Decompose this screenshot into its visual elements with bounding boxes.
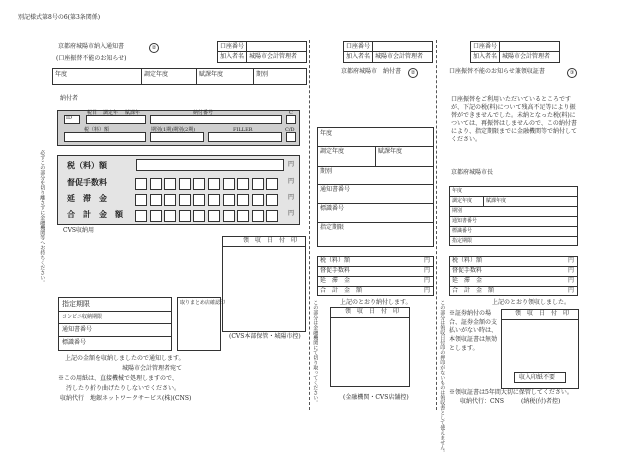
payee-label-mid: 加入者名 bbox=[346, 53, 371, 60]
code-row2-amount: 税（料）額 bbox=[84, 127, 110, 133]
code-label-id: ID bbox=[66, 115, 72, 121]
mid-amount-fee: 督促手数料 bbox=[320, 267, 351, 274]
mid-amount-total: 合 計 金 額 bbox=[320, 287, 363, 294]
tax-year-label: 調定年度 bbox=[144, 71, 169, 78]
amount-digit-cell bbox=[164, 178, 176, 190]
mid-due-label: 指定期限 bbox=[320, 224, 345, 231]
due-label: 指定期限 bbox=[62, 300, 90, 308]
code-block bbox=[57, 110, 300, 146]
right-caution: ※証券納付の場合、証券金額の支払いがない時は、本領収証書は無効とします。 bbox=[449, 310, 498, 352]
mid-unit-late: 円 bbox=[424, 277, 431, 284]
note-3: ※この用紙は、直接機械で処理しますので、 bbox=[58, 375, 178, 382]
amount-digit-cell bbox=[252, 210, 264, 222]
code-row2-period: 期別(1期)期別(2期) bbox=[151, 127, 196, 133]
amount-digit-cell bbox=[179, 194, 191, 206]
stamp-caption-mid: (金融機関・CVS店舗控) bbox=[343, 394, 409, 401]
amount-digit-cell bbox=[135, 194, 147, 206]
stamp-title-left: 領 収 日 付 印 bbox=[243, 237, 298, 244]
amount-digit-cell bbox=[150, 178, 162, 190]
amount-digit-cell bbox=[179, 178, 191, 190]
amount-unit-total: 円 bbox=[288, 210, 295, 217]
mid-notice-no-label: 通知書番号 bbox=[320, 186, 351, 193]
right-intro: 口座振替をご利用いただいているところですが、下記の税(料)について残高不足等により振替ができませんでした。未納となった税(料)については、再振替はしませんので、この納付書により、指定期限までに金融機関等で納付してください。 bbox=[451, 96, 578, 144]
mid-received-note: 上記のとおり納付します。 bbox=[340, 299, 412, 306]
amount-label-total: 合 計 金 額 bbox=[67, 209, 123, 219]
amount-digit-cell bbox=[193, 194, 205, 206]
right-unit-late: 円 bbox=[568, 277, 575, 284]
payee-value-right: 城陽市会計管理者 bbox=[502, 53, 551, 60]
stamp-box-right bbox=[501, 309, 579, 389]
stamp-title-mid: 領 収 日 付 印 bbox=[345, 308, 400, 315]
right-period-label: 期別 bbox=[452, 208, 463, 214]
right-unit-total: 円 bbox=[568, 287, 575, 294]
cvs-label: CVS収納用 bbox=[63, 227, 95, 234]
account-box-right bbox=[470, 41, 560, 63]
amount-digit-cell bbox=[252, 194, 264, 206]
code-label-year2: 賦課年 bbox=[125, 110, 141, 116]
side-note-middle: この部分は金融機関にて切り取ってください。 bbox=[312, 300, 319, 405]
stamp-box-middle bbox=[330, 307, 410, 387]
amount-digit-cell bbox=[252, 178, 264, 190]
amount-digit-cell bbox=[208, 178, 220, 190]
note-4: 汚したり折り曲げたりしないでください。 bbox=[66, 385, 181, 392]
no-stamp-box bbox=[514, 372, 566, 383]
note-1: 上記の金額を収納しましたので通知します。 bbox=[65, 355, 185, 362]
mid-tax-year-label: 調定年度 bbox=[320, 148, 345, 155]
year-label: 年度 bbox=[55, 71, 68, 78]
amount-digit-cell bbox=[266, 178, 278, 190]
amount-digit-cell bbox=[135, 210, 147, 222]
right-unit-fee: 円 bbox=[568, 267, 575, 274]
form-number: 別記様式第8号の6(第3条関係) bbox=[18, 14, 101, 21]
notice-subtitle: (口座振替不能のお知らせ) bbox=[56, 55, 127, 62]
account-no-label-mid: 口座番号 bbox=[346, 43, 371, 50]
payee-label-right: 加入者名 bbox=[473, 53, 498, 60]
agent-left: 収納代行 地銀ネットワークサービス(株)(CNS) bbox=[60, 395, 192, 402]
right-agent2: (納税(付)者控) bbox=[521, 398, 561, 405]
due-table bbox=[58, 297, 172, 351]
right-amount-fee: 督促手数料 bbox=[452, 267, 483, 274]
stamp-box-left bbox=[222, 236, 306, 332]
receipt-title: 納付書 bbox=[383, 68, 402, 75]
amount-unit-tax: 円 bbox=[288, 161, 295, 168]
stub-title: 口座振替不能のお知らせ兼領収証書 bbox=[449, 68, 545, 75]
right-tag-no-label: 標識番号 bbox=[452, 228, 473, 234]
right-tax-year-label: 調定年度 bbox=[452, 198, 473, 204]
amount-digit-cell bbox=[135, 178, 147, 190]
account-no-label: 口座番号 bbox=[220, 43, 245, 50]
code-label-year: 調定年 bbox=[103, 110, 119, 116]
amount-digit-cell bbox=[193, 210, 205, 222]
right-amount-total: 合 計 金 額 bbox=[452, 287, 495, 294]
right-notice-no-label: 通知書番号 bbox=[452, 218, 478, 224]
amount-digit-cell bbox=[150, 194, 162, 206]
mid-unit-total: 円 bbox=[424, 287, 431, 294]
confirm-box bbox=[177, 297, 226, 351]
amount-digit-cell bbox=[164, 210, 176, 222]
right-unit-tax: 円 bbox=[568, 257, 575, 264]
right-info-box bbox=[449, 186, 578, 246]
side-note-left: 必ずこの部分を切り離さずに金融機関等へお持ちください。 bbox=[39, 150, 46, 285]
account-no-label-right: 口座番号 bbox=[473, 43, 498, 50]
amount-digit-cell bbox=[223, 194, 235, 206]
middle-info-box bbox=[317, 127, 434, 247]
amount-digit-cell bbox=[223, 178, 235, 190]
right-amount-late: 延 滞 金 bbox=[452, 277, 483, 284]
amount-digit-cell bbox=[164, 194, 176, 206]
conv-label: コンビニ収納期限 bbox=[62, 314, 103, 320]
right-agent: 収納代行：CNS bbox=[460, 398, 504, 405]
mid-unit-fee: 円 bbox=[424, 267, 431, 274]
side-note-right: この部分は領収日付印の押印がないものは領収書として使えません。 bbox=[439, 300, 446, 455]
receipt-circle-mark: ② bbox=[408, 68, 418, 78]
right-amount-tax: 税（料）額 bbox=[452, 257, 483, 264]
mid-unit-tax: 円 bbox=[424, 257, 431, 264]
right-tax-year2-label: 賦課年度 bbox=[486, 198, 507, 204]
amount-label-fee: 督促手数料 bbox=[67, 177, 107, 187]
payee-value-mid: 城陽市会計管理者 bbox=[375, 53, 424, 60]
amount-unit-late: 円 bbox=[288, 194, 295, 201]
amount-label-late: 延 滞 金 bbox=[67, 193, 107, 203]
notice-no-label: 通知書番号 bbox=[62, 326, 93, 333]
cut-line-1 bbox=[309, 40, 310, 410]
mayor: 京都府城陽市長 bbox=[451, 169, 494, 176]
mid-tag-no-label: 標識番号 bbox=[320, 205, 345, 212]
amount-digit-cell bbox=[266, 194, 278, 206]
stamp-title-right: 領 収 日 付 印 bbox=[515, 310, 570, 317]
right-due-label: 指定期限 bbox=[452, 238, 473, 244]
no-stamp-label: 収入印紙不要 bbox=[519, 374, 556, 381]
amount-digit-cell bbox=[237, 194, 249, 206]
amount-label-tax: 税（料）額 bbox=[67, 160, 107, 170]
mid-amount-tax: 税（料）額 bbox=[320, 257, 351, 264]
right-year-label: 年度 bbox=[452, 188, 463, 194]
amount-digit-cell bbox=[179, 210, 191, 222]
confirm-label: 取りまとめ店確認印 bbox=[180, 300, 226, 306]
right-received-note: 上記のとおり領収しました。 bbox=[492, 299, 571, 306]
note-2: 城陽市会計管理者宛て bbox=[122, 365, 183, 372]
mid-tax-year2-label: 賦課年度 bbox=[378, 148, 403, 155]
amount-digit-cell bbox=[193, 178, 205, 190]
amount-digit-cell bbox=[150, 210, 162, 222]
notice-circle-mark: ② bbox=[149, 43, 159, 53]
amount-digit-cell bbox=[237, 178, 249, 190]
amount-digit-cell bbox=[266, 210, 278, 222]
stamp-caption-left: (CVS本部保管・城陽市控) bbox=[229, 333, 301, 340]
code-label-no: 納付番号 bbox=[193, 110, 214, 116]
tax-year2-label: 賦課年度 bbox=[199, 71, 224, 78]
mid-year-label: 年度 bbox=[320, 130, 333, 137]
amount-unit-fee: 円 bbox=[288, 178, 295, 185]
code-row2-cd: C/D bbox=[285, 127, 295, 133]
account-box-left bbox=[217, 41, 307, 63]
account-box-middle bbox=[343, 41, 433, 63]
right-footer-note: ※領収証書は5年間大切に保管してください。 bbox=[449, 389, 573, 396]
payer-label: 納付者 bbox=[60, 95, 79, 102]
payee-label: 加入者名 bbox=[220, 53, 245, 60]
middle-amount-table bbox=[317, 256, 434, 296]
receipt-issuer: 京都府城陽市 bbox=[341, 68, 378, 75]
mid-period-label: 期別 bbox=[320, 168, 333, 175]
code-label-c: C bbox=[289, 110, 293, 116]
stub-circle-mark: ③ bbox=[567, 68, 577, 78]
notice-title: 京都府城陽市納入通知書 bbox=[58, 43, 125, 50]
amount-digit-cell bbox=[237, 210, 249, 222]
code-row2-filler: FILLER bbox=[233, 127, 253, 133]
code-label-tax: 税目 bbox=[87, 110, 98, 116]
payee-value: 城陽市会計管理者 bbox=[249, 53, 298, 60]
right-amount-table bbox=[449, 256, 578, 296]
mid-amount-late: 延 滞 金 bbox=[320, 277, 351, 284]
period-label: 期別 bbox=[256, 71, 269, 78]
tag-no-label: 標識番号 bbox=[62, 339, 87, 346]
amount-digit-cell bbox=[208, 194, 220, 206]
year-row bbox=[52, 68, 307, 85]
amount-digit-cell bbox=[223, 210, 235, 222]
amount-digit-cell bbox=[208, 210, 220, 222]
cut-line-2 bbox=[436, 40, 437, 410]
